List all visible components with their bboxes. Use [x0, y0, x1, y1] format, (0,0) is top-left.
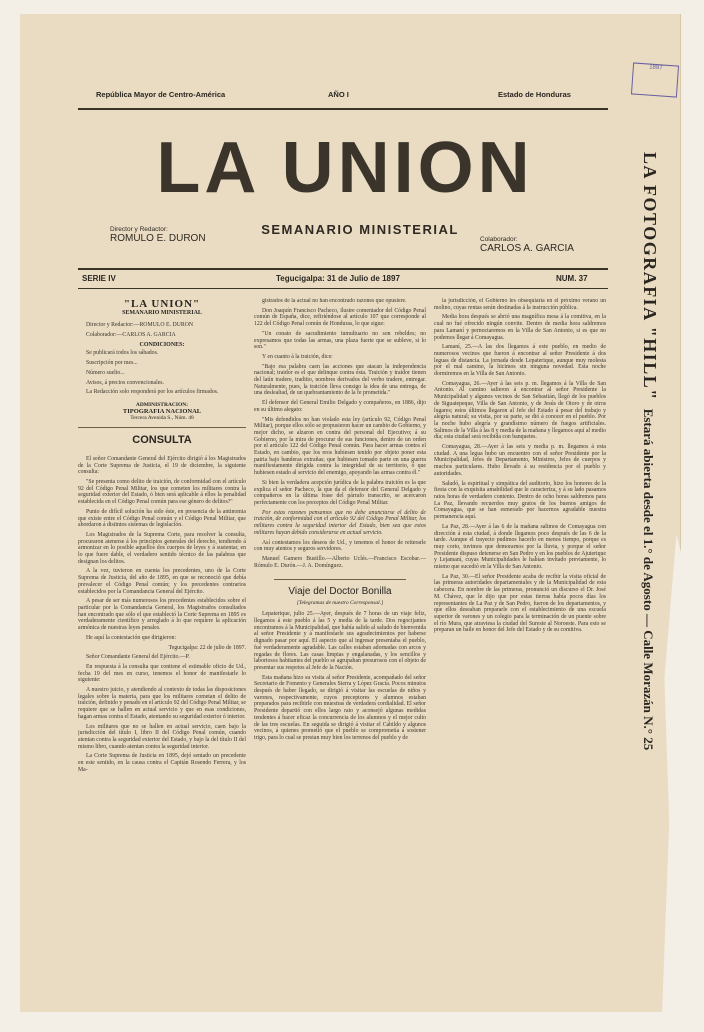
article-paragraph: gistrados de la actual no han encontrado razones que opusiere.	[262, 298, 407, 304]
issue-date: Tegucigalpa: 31 de Julio de 1897	[276, 274, 400, 283]
collaborator-role: Colaborador:	[480, 236, 518, 243]
article-paragraph: Lamaní, 25.—A las dos llegamos á este pueblo, en medio de numerosos vecinos que fueron á encontrar al señor Presidente á dos leguas de distancia. La jornada desde Lepaterique, aunque muy molesta por el mal camino, la hicimos sin ninguna novedad. Esta noche dormiremos en la Villa de San Antonio.	[434, 344, 606, 378]
director-name: ROMULO E. DURON	[110, 233, 206, 244]
article-paragraph: Señor Comandante General del Ejército.—P.	[86, 654, 190, 661]
article-paragraph: Si bien la verdadera acepción jurídica de la palabra traición es la que explica el señor Pacheco, la que da el defensor del General Delgado y compañeros en la última frase del párrafo transcrito, se acercaron perfectamente con los preceptos del Código Penal Militar.	[254, 479, 426, 506]
top-rule	[78, 108, 608, 110]
admin-label: ADMINISTRACION:	[135, 401, 189, 408]
article-paragraph: Los Magistrados de la Suprema Corte, para resolver la consulta, procuraron atenerse á los principios generales del derecho, tendiendo á armonizar en lo posible aquellos dos cuerpos de leyes y á sustentar, en lo que fuere dable, el verdadero sentido técnico de las palabras que designan los delitos.	[78, 531, 246, 565]
condition-item: Avisos, á precios convencionales.	[86, 379, 164, 386]
library-stamp: 1897	[631, 62, 679, 97]
article-paragraph: "Se presenta como delito de traición, de conformidad con el artículo 92 del Código Penal Militar, los que cometen los militares contra la seguridad exterior del Estado, ó bien será aplicable á ellos la penalidad establecida en el Código Penal común para ese género de delitos?"	[78, 479, 246, 506]
header-center: AÑO I	[328, 90, 349, 99]
info-rule-bottom	[78, 288, 608, 289]
admin-address: Tercera Avenida S., Núm. 48	[130, 414, 194, 421]
vertical-ad-title: LA FOTOGRAFIA "HILL"	[640, 152, 660, 401]
box-subtitle: SEMANARIO MINISTERIAL	[122, 310, 202, 316]
article-paragraph: Y en cuanto á la traición, dice:	[262, 353, 333, 360]
article-paragraph: "Un conato de sacudimiento tumultuario no son rebeldes; no expresamos que todas las armas, una plaza fuerte que se subleve, si lo son."	[254, 330, 426, 351]
signatures: Manuel Gamero Bustillo.—Alberto Uclés.—Francisco Escobar.—Rómulo E. Durón.—J. A. Domínguez.	[254, 555, 426, 569]
bonilla-note: [Telegramas de nuestro Corresponsal.]	[296, 600, 384, 607]
bonilla-heading: Viaje del Doctor Bonilla	[288, 586, 392, 598]
subscription-box	[78, 298, 246, 428]
column-1	[78, 298, 246, 776]
article-paragraph: He aquí la contestación que dirigieron:	[86, 634, 176, 641]
article-paragraph: Lepaterique, julio 25.—Ayer, después de 7 horas de un viaje feliz, llegamos á este pueblo á las 5 y media de la tarde. Dos regocijantes encontramos á la Municipalidad, que había salido al saludo de bienvenida al señor Presidente y á manifestarle sus agradecimientos por haberse dignado pasar por aquí. El aspecto que al ingresar presentaba el pueblo, fué verdaderamente agradable. Las calles estaban adornadas con arcos y regadas de flores. Las casas limpias y engalanadas, y los sencillos y laboriosos habitantes del pueblo se agrupaban presurosos con el objeto de presentar sus respetos al Jefe de la Nación.	[254, 611, 426, 671]
article-paragraph: La Corte Suprema de Justicia en 1895, dejó sentado un precedente en este sentido, en la causa contra el Capitán Rosendo Ferrera, y los Ma-	[78, 753, 246, 773]
article-paragraph: Saludó, la espiritual y simpática del auditorio, hizo los honores de la fiesta con la exquisita amabilidad que le caracteriza, y á su lado pasamos ratos horas de verdadero contento. Dentro de ocho horas saldremos para La Paz, llevando recuerdos muy gratos de los buenos amigos de Comayagua, que se han esmerado por hacernos agradable nuestra permanencia aquí.	[434, 480, 606, 521]
collaborator-name: CARLOS A. GARCIA	[480, 243, 574, 254]
column-3	[434, 298, 606, 637]
box-director: Director y Redactor:—ROMULO E. DURON	[86, 322, 194, 328]
director-credit	[110, 226, 206, 244]
article-paragraph: A pesar de ser más numerosos los precedentes establecidos sobre el particular por la Comandancia General, los Magistrados consultados han encontrado que sólo el que estableció la Corte Suprema en 1895 es verdaderamente científico y arreglado á lo que requiere la aplicación armónica de nuestras leyes penales.	[78, 598, 246, 632]
condition-item: Número suelto...	[86, 369, 125, 376]
header-left: República Mayor de Centro-América	[96, 90, 226, 99]
article-paragraph: la jurisdicción, el Gobierno les obsequiaría en el próximo verano un molino, cuyas rentas serán destinadas á la instrucción pública.	[434, 298, 606, 311]
header-right: Estado de Honduras	[498, 90, 571, 99]
conditions-title: CONDICIONES:	[139, 342, 185, 349]
article-paragraph: A nuestro juicio, y atendiendo al contexto de todas las disposiciones legales sobre la materia, para que los militares cometan el delito de traición, definido y penado en el artículo 92 del Código Penal Militar, se requiere que se hallen en actual servicio y que en esas condiciones, hagan armas contra el Estado, atentando su seguridad exterior ó interior.	[78, 687, 246, 720]
box-title: "LA UNION"	[123, 298, 201, 310]
vertical-ad-line	[639, 152, 660, 750]
box-collaborator: Colaborador:—CARLOS A. GARCIA	[86, 331, 176, 338]
top-banner	[78, 82, 608, 110]
issue-number: NUM. 37	[556, 274, 588, 283]
article-paragraph: La Paz, 30.—El señor Presidente acaba de recibir la visita oficial de las primeras autoridades departamentales y de la Municipalidad de esta cabecera. En nombre de las primeras, pronunció un discurso el Dr. José M. Chávez, que le dijo que por estas tierras había pocos días los representantes de La Paz y de San Pedro, fueron de los departamentos, y que ellos deseaban prepararle con el establecimiento de una escuela superior de varones y un colegio para la terminación de un puente sobre el río Mura, que atraviesa la ciudad del Sureste al Noroeste. Para esto se preparan un baile en honor del Jefe del Estado y de su comitiva.	[434, 573, 606, 634]
article-paragraph: Esta mañana hizo su visita al señor Presidente, acompañado del señor Secretario de Fomento y Generales Sierra y López Gracia. Pocos minutos después de haber llegado, se dirigió á visitar las escuelas de niños y varones, respectivamente, cuyos preceptores y alumnos estaban preparados para recibirle con muestras de verdadera cordialidad. El señor Presidente departió con ellos largo rato y aconsejó algunas medidas tendentes á hacer eficaz la concurrencia de los alumnos y el mejor culto de las tres escuelas. En seguida se dirigió á visitar el Cabildo y algunos vecinos, á quienes prometió que el pueblo se comprometía á sostener trigo, para lo cual se prestan muy bien los terrenos del pueblo y de	[254, 674, 426, 741]
vertical-advertisement	[638, 152, 682, 1032]
article-paragraph: La Paz, 28.—Ayer á las 6 de la mañana salimos de Comayagua con dirección á esta ciudad, á donde llegamos poco después de las 6 de la tarde. Aunque el trayecto pudimos hacerlo en menos tiempo, porque es muy corto, tuvimos que demorarnos por la lluvia, y porque el señor Presidente dispuso detenerse en San Pedro y en los pueblos de Ajuterique y Lejamaní, cuyas Municipalidades le habían invitado previamente, lo mismo que sucedió en la Villa de San Antonio.	[434, 523, 606, 571]
column-2	[254, 298, 426, 745]
article-paragraph: Por estas razones pensamos que no debe anunciarse el delito de traición, de conformidad con el artículo 92 del Código Penal Militar, los militares contra la seguridad interior del Estado, bien sea que estos militares hayan debido considerarse en actual servicio.	[254, 509, 426, 536]
article-paragraph: Media hora después se abrió una magnífica mesa á la comitiva, en la cual no fué ofrecido ningún convite. Dentro de media hora saldremos para Lamaní y pernoctaremos en la Villa de San Antonio, si es que no podemos llegar á Comayagua.	[434, 314, 606, 341]
director-role: Director y Redactor:	[110, 226, 168, 233]
article-paragraph: A la vez, tuvieron en cuenta los precedentes, uno de la Corte Suprema de Justicia, del año de 1895, en que se reconoció que debía prevalecer el Código Penal común; y los precedentes contrarios establecidos por la Comandancia General del Ejército.	[78, 568, 246, 595]
collaborator-credit	[480, 236, 574, 254]
issue-info-bar	[78, 270, 608, 288]
article-paragraph: En respuesta á la consulta que contiene el estimable oficio de Ud., fecha 19 del mes en curso, tenemos el honor de manifestarle lo siguiente:	[78, 663, 246, 684]
article-paragraph: Punto de difícil solución ha sido éste, en presencia de la antinomia que existe entre el Código Penal común y el Código Penal Militar, que abordaron á distintos sistemas de legislación.	[78, 508, 246, 529]
masthead-subtitle: SEMANARIO MINISTERIAL	[261, 222, 459, 237]
condition-item: La Redacción solo responderá por los artículos firmados.	[86, 389, 219, 396]
section-divider	[274, 579, 406, 580]
article-paragraph: Tegucigalpa: 22 de julio de 1897.	[168, 644, 246, 651]
article-paragraph: Comayagua, 26.—Ayer á las seis p. m. llegamos á la Villa de San Antonio. Al camino salieron á encontrar al señor Presidente la Municipalidad y algunos vecinos de San Sebastián, llegó de los pueblos de Siguatepeque, Villa de San Antonio, y de Jesús de Otoro y de otros lugares; estos últimos llegaron al Jefe del Estado á pesar del trabajo y alegría natural; su visita, por su parte, se dió á conocer en el pueblo. Por la noche hubo alegría y grandísimo número de fuegos artificiales. Salimos de la Villa á las 8 y media de la mañana y llegamos aquí al medio día; esta ciudad será recibida con banquetes.	[434, 380, 606, 441]
series-label: SERIE IV	[82, 274, 116, 283]
admin-name: TIPOGRAFIA NACIONAL	[122, 407, 202, 415]
newspaper-page	[20, 14, 681, 1012]
article-paragraph: El defensor del General Emilio Delgado y compañeros, en 1886, dijo en su último alegato:	[254, 400, 426, 413]
article-paragraph: Comayagua, 28.—Ayer á las seis y media p. m. llegamos á esta ciudad. A una legua hubo un encuentro con el señor Presidente por la Municipalidad, Jefes de Departamento, Ministros, Jefes de cuerpos y muchos particulares. Hubo llevado á su residencia por el pueblo y autoridades.	[434, 444, 606, 477]
condition-item: Se publicará todos los sábados.	[86, 350, 159, 357]
article-paragraph: "Bajo esa palabra caen las acciones que atacan la independencia nacional; traidor es el que delinque contra ésta. Traición y traidor tienen del latín tradere, traditio, nombres derivados del verbo tradere, entregar. Naturalmente, pues, la traición lleva consigo la idea de una entrega, de una deslealtad, de un quebrantamiento de la fe prometida."	[254, 363, 426, 397]
vertical-ad-text: Estará abierta desde el 1.° de Agosto — Calle Morazán N.° 25	[641, 408, 656, 751]
article-paragraph: Los militares que no se hallen en actual servicio, caen bajo la jurisdicción del título I, libro II del Código Penal común, cuando atentan contra la seguridad exterior del Estado, y bajo la del título II del mismo libro, cuando atentan contra la seguridad interior.	[78, 723, 246, 750]
condition-item: Suscripción por mes...	[86, 360, 138, 367]
masthead-title: LA UNION	[156, 128, 534, 208]
article-paragraph: Así contestamos los deseos de Ud., y tenemos el honor de reiterarle con muy atentos y seguros servidores.	[254, 539, 426, 553]
article-paragraph: El señor Comandante General del Ejército dirigió á los Magistrados de la Corte Suprema de Justicia, el 19 de diciembre, la siguiente consulta:	[78, 455, 246, 476]
consulta-heading: CONSULTA	[132, 433, 192, 446]
article-paragraph: "Mis defendidos no han violado esta ley (artículo 92, Código Penal Militar), porque ellos sólo se propusieron hacer un cambio de Gobierno, y mejor dicho, se alzaron en contra del personal del Ejecutivo; á su Gobierno, por la mira de procurar de sus funciones, dentro de un orden por el artículo 122 del Código Penal común. Para hacer armas contra el Estado, en cambio, que los reos hubiesen tenido por objeto poner esta patria bajo banderas extrañas; que hubiesen tomado parte en una guerra manifiestamente dirigida contra la integridad de su territorio, ó que hubiesen estado al servicio del enemigo, apoyando las armas contra él."	[254, 416, 426, 477]
article-paragraph: Don Joaquín Francisco Pacheco, ilustre comentador del Código Penal común de España, dice, refiriéndose al artículo 107 que corresponde al 122 del Código Penal común de Honduras, lo que sigue:	[254, 307, 426, 328]
